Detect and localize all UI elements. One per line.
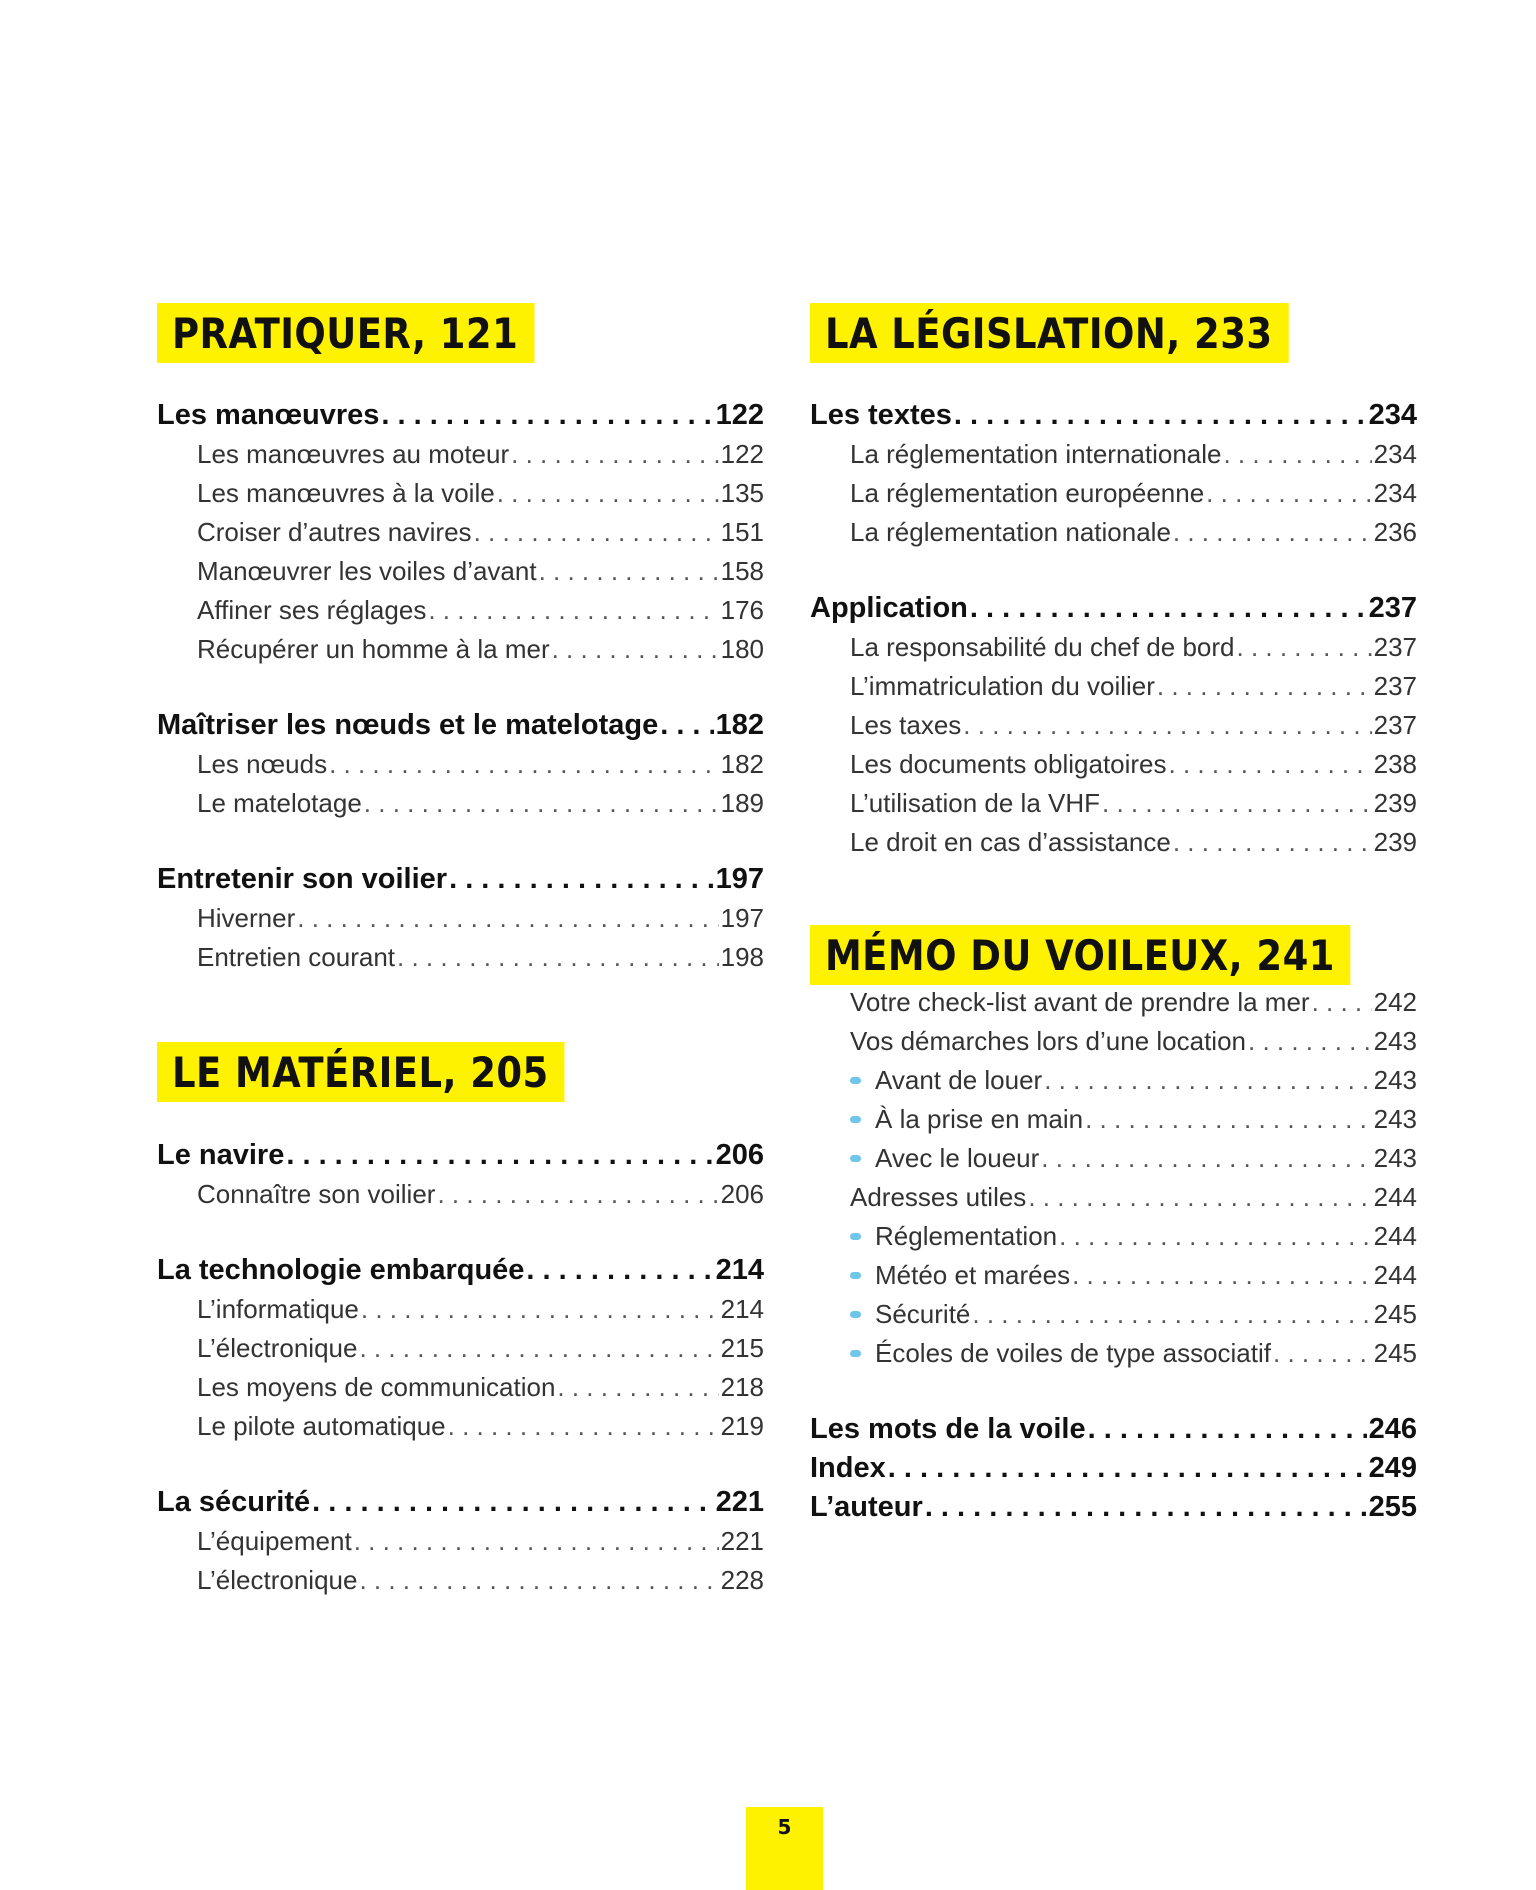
entry-label: Adresses utiles (850, 1182, 1027, 1212)
section-page: 246 (1368, 1413, 1417, 1445)
toc-entry-row[interactable] (157, 899, 764, 938)
entry-label: Le droit en cas d’assistance (850, 827, 1171, 857)
dot-leader (497, 474, 719, 513)
toc-entry-row[interactable] (810, 983, 1417, 1022)
dot-leader (437, 1175, 718, 1214)
bullet-icon (850, 1077, 861, 1084)
entry-label: Les manœuvres à la voile (197, 478, 495, 508)
entry-label: La réglementation internationale (850, 439, 1222, 469)
dot-leader (297, 899, 718, 938)
toc-bullet-row[interactable] (810, 1139, 1417, 1178)
entry-label: Votre check-list avant de prendre la mer (850, 987, 1310, 1017)
dot-leader (660, 706, 713, 745)
entry-label: Entretien courant (197, 942, 396, 972)
entry-label: La responsabilité du chef de bord (850, 632, 1235, 662)
dot-leader (1085, 1100, 1372, 1139)
entry-page: 198 (720, 942, 764, 972)
section-page: 122 (715, 399, 764, 431)
dot-leader (925, 1488, 1367, 1527)
toc-bullet-row[interactable] (810, 1217, 1417, 1256)
entry-label: Vos démarches lors d’une location (850, 1026, 1247, 1056)
dot-leader (381, 396, 713, 435)
toc-section-row[interactable] (810, 1410, 1417, 1449)
entry-label: L’immatriculation du voilier (850, 671, 1155, 701)
dot-leader (428, 591, 718, 630)
toc-entry-row[interactable] (810, 706, 1417, 745)
bullet-icon (850, 1272, 861, 1279)
toc-entry-row[interactable] (157, 630, 764, 669)
toc-entry-row[interactable] (157, 784, 764, 823)
bullet-icon (850, 1116, 861, 1123)
toc-entry-row[interactable] (157, 1368, 764, 1407)
dot-leader (359, 1561, 718, 1600)
bullet-icon (850, 1233, 861, 1240)
toc-entry-row[interactable] (157, 474, 764, 513)
dot-leader (970, 589, 1367, 628)
dot-leader (1102, 784, 1372, 823)
dot-leader (1206, 474, 1371, 513)
part-materiel (157, 1042, 620, 1102)
entry-label (850, 1100, 1083, 1139)
entry-page: 176 (720, 595, 764, 625)
entry-label: L’électronique (197, 1565, 358, 1595)
toc-block-pratiquer (157, 396, 764, 977)
toc-bullet-row[interactable] (810, 1295, 1417, 1334)
toc-section-row[interactable] (157, 1136, 764, 1175)
dot-leader (286, 1136, 713, 1175)
dot-leader (552, 630, 719, 669)
entry-page: 180 (720, 634, 764, 664)
entry-label: Les manœuvres au moteur (197, 439, 510, 469)
dot-leader (364, 784, 719, 823)
toc-entry-row[interactable] (810, 1178, 1417, 1217)
toc-entry-row[interactable] (157, 552, 764, 591)
toc-bullet-row[interactable] (810, 1061, 1417, 1100)
entry-label: L’informatique (197, 1294, 359, 1324)
section-label: La sécurité (157, 1486, 311, 1518)
entry-label: L’électronique (197, 1333, 358, 1363)
entry-label: La réglementation européenne (850, 478, 1205, 508)
toc-entry-row[interactable] (157, 745, 764, 784)
section-page: 197 (715, 863, 764, 895)
entry-label: Le matelotage (197, 788, 362, 818)
entry-page: 244 (1373, 1260, 1417, 1290)
dot-leader (1072, 1256, 1372, 1295)
entry-page: 236 (1373, 517, 1417, 547)
part-title: LE MATÉRIEL, 205 (157, 1042, 565, 1102)
dot-leader (1237, 628, 1372, 667)
entry-page: 234 (1373, 478, 1417, 508)
entry-label: Les nœuds (197, 749, 328, 779)
entry-page: 151 (720, 517, 764, 547)
toc-entry-row[interactable] (810, 1022, 1417, 1061)
entry-page: 239 (1373, 788, 1417, 818)
entry-label: Connaître son voilier (197, 1179, 436, 1209)
dot-leader (963, 706, 1371, 745)
section-page: 234 (1368, 399, 1417, 431)
entry-label (850, 1256, 1070, 1295)
entry-label: Récupérer un homme à la mer (197, 634, 550, 664)
bullet-text: Avec le loueur (875, 1143, 1040, 1173)
entry-page: 245 (1373, 1299, 1417, 1329)
entry-page: 243 (1373, 1065, 1417, 1095)
section-label: Les mots de la voile (810, 1413, 1086, 1445)
toc-entry-row[interactable] (157, 513, 764, 552)
part-title: PRATIQUER, 121 (157, 303, 534, 363)
entry-label: L’équipement (197, 1526, 352, 1556)
bullet-icon (850, 1311, 861, 1318)
entry-label: L’utilisation de la VHF (850, 788, 1101, 818)
page-number: 5 (746, 1807, 823, 1890)
section-label: Maîtriser les nœuds et le matelotage (157, 709, 659, 741)
dot-leader (449, 860, 714, 899)
bullet-icon (850, 1155, 861, 1162)
toc-entry-row[interactable] (157, 1290, 764, 1329)
section-page: 206 (715, 1139, 764, 1171)
entry-page: 182 (720, 749, 764, 779)
entry-page: 234 (1373, 439, 1417, 469)
dot-leader (954, 396, 1367, 435)
entry-label: Croiser d’autres navires (197, 517, 472, 547)
entry-label (850, 1139, 1039, 1178)
dot-leader (1059, 1217, 1371, 1256)
entry-label (850, 1295, 970, 1334)
toc-entry-row[interactable] (810, 745, 1417, 784)
toc-entry-row[interactable] (157, 591, 764, 630)
toc-entry-row[interactable] (157, 1561, 764, 1600)
entry-page: 206 (720, 1179, 764, 1209)
entry-page: 135 (720, 478, 764, 508)
toc-section-row[interactable] (810, 396, 1417, 435)
part-title: MÉMO DU VOILEUX, 241 (810, 925, 1351, 985)
toc-entry-row[interactable] (157, 938, 764, 977)
dot-leader (526, 1251, 713, 1290)
bullet-text: Réglementation (875, 1221, 1058, 1251)
section-label: Application (810, 592, 968, 624)
entry-page: 244 (1373, 1221, 1417, 1251)
dot-leader (1173, 513, 1372, 552)
entry-page: 218 (720, 1372, 764, 1402)
entry-page: 237 (1373, 710, 1417, 740)
entry-page: 243 (1373, 1026, 1417, 1056)
dot-leader (397, 938, 719, 977)
entry-label: Les taxes (850, 710, 962, 740)
toc-section-row[interactable] (157, 860, 764, 899)
part-legislation (810, 303, 1354, 363)
dot-leader (1028, 1178, 1371, 1217)
part-title: LA LÉGISLATION, 233 (810, 303, 1288, 363)
entry-label (850, 1061, 1042, 1100)
dot-leader (1173, 823, 1372, 862)
section-label: Entretenir son voilier (157, 863, 448, 895)
toc-bullet-row[interactable] (810, 1100, 1417, 1139)
toc-entry-row[interactable] (157, 435, 764, 474)
toc-entry-row[interactable] (810, 513, 1417, 552)
toc-bullet-row[interactable] (810, 1334, 1417, 1373)
entry-page: 245 (1373, 1338, 1417, 1368)
toc-section-row[interactable] (810, 1449, 1417, 1488)
bullet-text: Avant de louer (875, 1065, 1043, 1095)
dot-leader (1273, 1334, 1372, 1373)
entry-page: 215 (720, 1333, 764, 1363)
entry-page: 219 (720, 1411, 764, 1441)
toc-entry-row[interactable] (810, 784, 1417, 823)
toc-entry-row[interactable] (157, 1329, 764, 1368)
section-label: L’auteur (810, 1491, 923, 1523)
entry-page: 242 (1373, 987, 1417, 1017)
dot-leader (1312, 983, 1372, 1022)
dot-leader (448, 1407, 719, 1446)
dot-leader (511, 435, 718, 474)
toc-section-row[interactable] (157, 1251, 764, 1290)
dot-leader (1088, 1410, 1367, 1449)
section-page: 255 (1368, 1491, 1417, 1523)
entry-label: Hiverner (197, 903, 296, 933)
entry-page: 197 (720, 903, 764, 933)
entry-label: Manœuvrer les voiles d’avant (197, 556, 537, 586)
toc-entry-row[interactable] (157, 1175, 764, 1214)
toc-entry-row[interactable] (810, 435, 1417, 474)
toc-entry-row[interactable] (810, 474, 1417, 513)
entry-label (850, 1217, 1057, 1256)
section-page: 221 (715, 1486, 764, 1518)
bullet-text: À la prise en main (875, 1104, 1084, 1134)
entry-label: Les moyens de communication (197, 1372, 556, 1402)
section-page: 237 (1368, 592, 1417, 624)
entry-label: Le pilote automatique (197, 1411, 446, 1441)
toc-entry-row[interactable] (810, 667, 1417, 706)
dot-leader (1157, 667, 1372, 706)
dot-leader (474, 513, 719, 552)
dot-leader (361, 1290, 719, 1329)
entry-label: Les documents obligatoires (850, 749, 1167, 779)
entry-page: 237 (1373, 632, 1417, 662)
toc-section-row[interactable] (157, 396, 764, 435)
dot-leader (1223, 435, 1371, 474)
entry-label: La réglementation nationale (850, 517, 1171, 547)
dot-leader (354, 1522, 719, 1561)
toc-block-memo (810, 983, 1417, 1527)
toc-block-materiel (157, 1136, 764, 1600)
dot-leader (312, 1483, 713, 1522)
toc-section-row[interactable] (157, 706, 764, 745)
section-label: Le navire (157, 1139, 285, 1171)
toc-entry-row[interactable] (157, 1522, 764, 1561)
entry-page: 122 (720, 439, 764, 469)
entry-page: 243 (1373, 1104, 1417, 1134)
dot-leader (539, 552, 719, 591)
toc-block-legislation (810, 396, 1417, 862)
entry-page: 239 (1373, 827, 1417, 857)
bullet-text: Météo et marées (875, 1260, 1071, 1290)
part-pratiquer (157, 303, 586, 363)
part-memo (810, 925, 1424, 985)
entry-page: 189 (720, 788, 764, 818)
section-page: 249 (1368, 1452, 1417, 1484)
toc-entry-row[interactable] (810, 628, 1417, 667)
dot-leader (1248, 1022, 1372, 1061)
section-label: Les manœuvres (157, 399, 380, 431)
section-page: 182 (715, 709, 764, 741)
dot-leader (359, 1329, 718, 1368)
toc-section-row[interactable] (810, 589, 1417, 628)
entry-page: 214 (720, 1294, 764, 1324)
entry-label: Affiner ses réglages (197, 595, 427, 625)
dot-leader (1044, 1061, 1371, 1100)
section-label: Index (810, 1452, 886, 1484)
entry-page: 158 (720, 556, 764, 586)
dot-leader (329, 745, 719, 784)
bullet-text: Sécurité (875, 1299, 971, 1329)
section-label: La technologie embarquée (157, 1254, 525, 1286)
dot-leader (557, 1368, 718, 1407)
dot-leader (972, 1295, 1371, 1334)
dot-leader (1169, 745, 1372, 784)
toc-section-row[interactable] (157, 1483, 764, 1522)
entry-page: 237 (1373, 671, 1417, 701)
bullet-text: Écoles de voiles de type associatif (875, 1338, 1271, 1368)
bullet-icon (850, 1350, 861, 1357)
entry-page: 244 (1373, 1182, 1417, 1212)
dot-leader (888, 1449, 1367, 1488)
toc-entry-row[interactable] (157, 1407, 764, 1446)
entry-page: 243 (1373, 1143, 1417, 1173)
dot-leader (1041, 1139, 1371, 1178)
entry-page: 221 (720, 1526, 764, 1556)
section-page: 214 (715, 1254, 764, 1286)
section-label: Les textes (810, 399, 952, 431)
entry-label (850, 1334, 1271, 1373)
entry-page: 228 (720, 1565, 764, 1595)
toc-bullet-row[interactable] (810, 1256, 1417, 1295)
entry-page: 238 (1373, 749, 1417, 779)
toc-section-row[interactable] (810, 1488, 1417, 1527)
toc-entry-row[interactable] (810, 823, 1417, 862)
